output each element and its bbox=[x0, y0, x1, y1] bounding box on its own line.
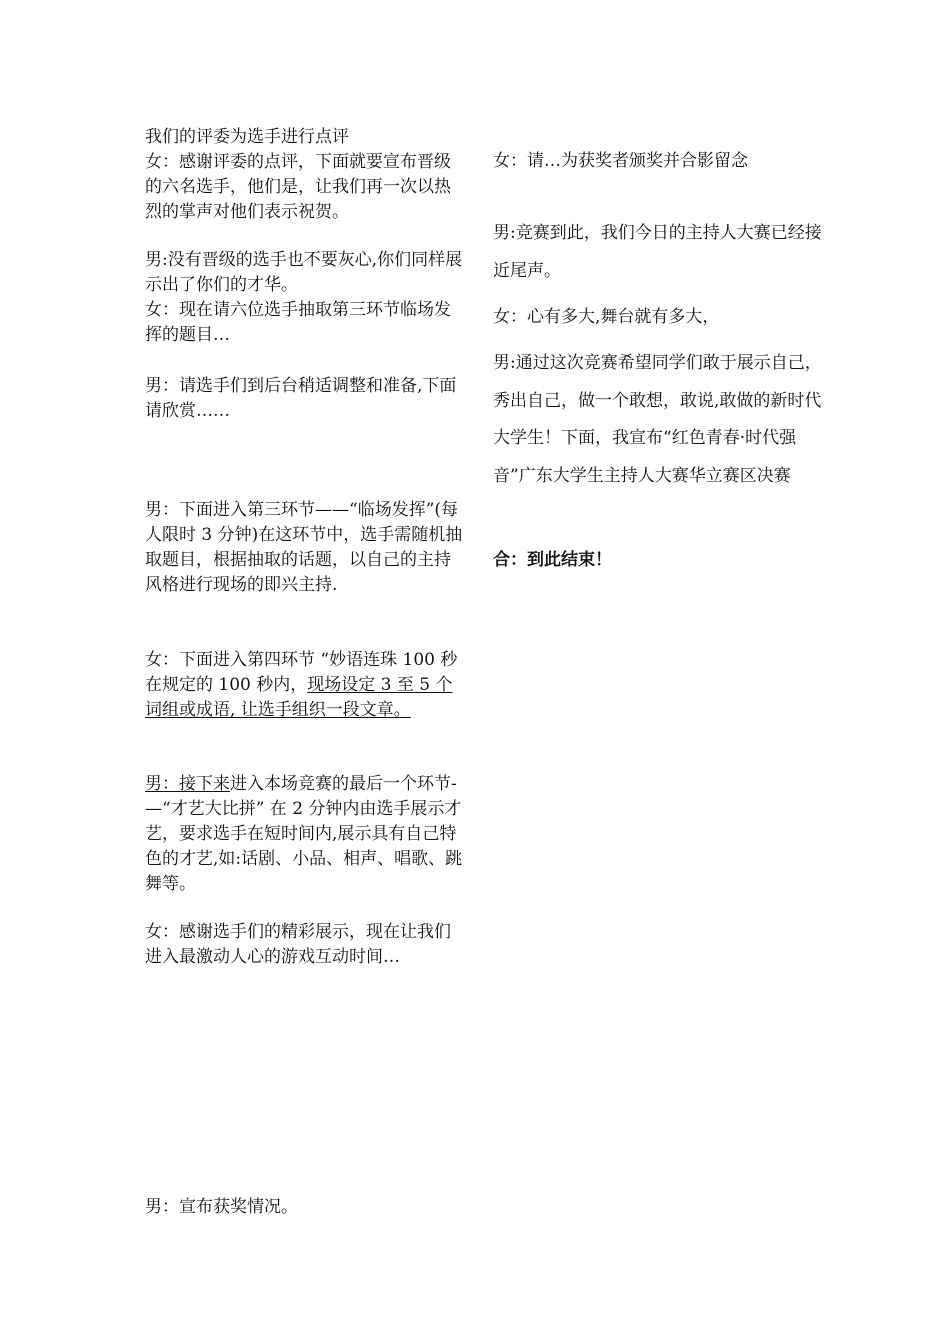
paragraph-together-end: 合：到此结束！ bbox=[493, 550, 612, 570]
paragraph-round-four bbox=[145, 648, 467, 723]
paragraph-not-advanced: 男:没有晋级的选手也不要灰心,你们同样展示出了你们的才华。 bbox=[145, 250, 463, 295]
paragraph-near-end: 男:竞赛到此，我们今日的主持人大赛已经接近尾声。 bbox=[493, 223, 822, 281]
paragraph-round-three: 男：下面进入第三环节——“临场发挥”(每人限时 3 分钟)在这环节中，选手需随机抽取题目，根据抽取的话题，以自己的主持风格进行现场的即兴主持. bbox=[145, 500, 463, 595]
paragraph-draw-topics: 女：现在请六位选手抽取第三环节临场发挥的题目… bbox=[145, 300, 451, 345]
paragraph-award-ceremony: 女：请…为获奖者颁奖并合影留念 bbox=[493, 151, 748, 171]
round-four-underlined-text: 现场设定 3 至 5 个词组或成语, 让选手组织一段文章。 bbox=[145, 675, 453, 720]
talent-round-underlined-text: 男：接下来 bbox=[145, 774, 230, 794]
paragraph-backstage: 男：请选手们到后台稍适调整和准备,下面请欣赏…… bbox=[145, 376, 457, 421]
paragraph-closing-speech: 男:通过这次竞赛希望同学们敢于展示自己，秀出自己，做一个敢想，敢说,敢做的新时代大学生！下面，我宣布“红色青春·时代强音”广东大学生主持人大赛华立赛区决赛 bbox=[493, 353, 822, 486]
paragraph-announce-awards: 男：宣布获奖情况。 bbox=[145, 1197, 298, 1217]
paragraph-big-heart: 女：心有多大,舞台就有多大， bbox=[493, 307, 720, 327]
paragraph-game-time: 女：感谢选手们的精彩展示，现在让我们进入最激动人心的游戏互动时间… bbox=[145, 922, 451, 967]
paragraph-judges-comment: 我们的评委为选手进行点评 bbox=[145, 127, 349, 147]
round-four-text: 女：下面进入第四环节 “妙语连珠 100 秒在规定的 100 秒内， bbox=[145, 650, 458, 695]
paragraph-talent-round bbox=[145, 772, 467, 897]
talent-round-text: 进入本场竞赛的最后一个环节-—“才艺大比拼” 在 2 分钟内由选手展示才艺，要求选手在短时间内,展示具有自己特色的才艺,如:话剧、小品、相声、唱歌、跳舞等。 bbox=[145, 774, 463, 894]
paragraph-announce-finalists: 女：感谢评委的点评，下面就要宣布晋级的六名选手，他们是，让我们再一次以热烈的掌声对他们表示祝贺。 bbox=[145, 152, 451, 222]
